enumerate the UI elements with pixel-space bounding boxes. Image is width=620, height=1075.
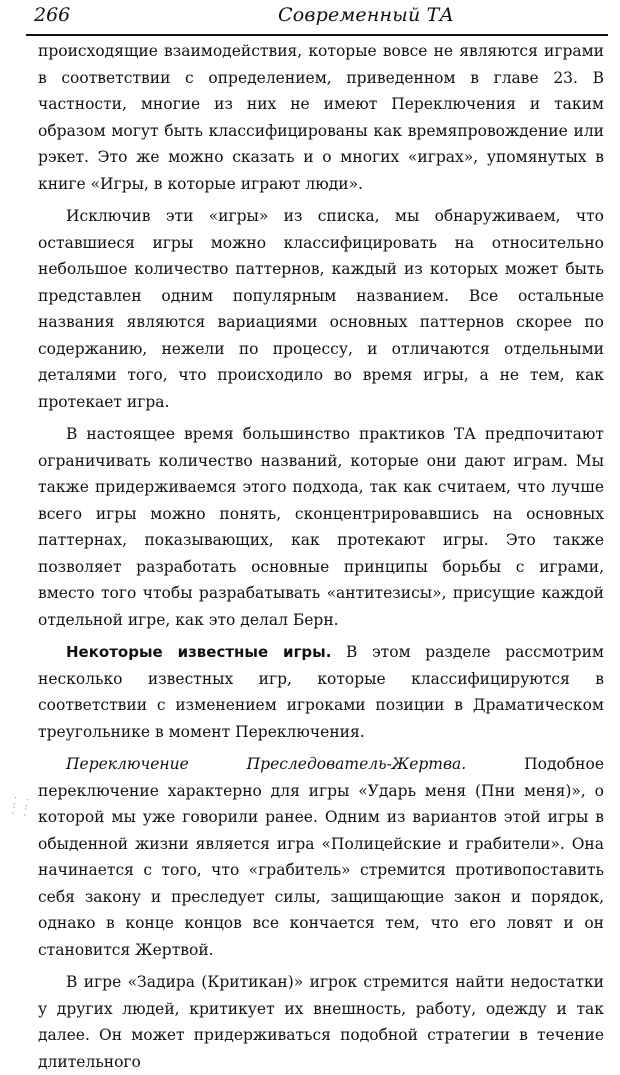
paragraph-text: Подобное переключение характерно для игры «Ударь меня (Пни меня)», о которой мы уже говорили ранее. Одним из вариантов этой игры в обыденной жизни является игра «Полицейские и грабители». Она начинается с того, что «грабитель» стремится противопоставить себя закону и преследует силы, защищающие закон и порядок, однако в конце концов все кончается тем, что его ловят и он становится Жертвой.	[38, 755, 604, 959]
paragraph-5	[38, 751, 604, 963]
paragraph-text: В этом разделе рассмотрим несколько известных игр, которые классифицируются в соответствии с изменением игроками позиции в Драматическом треугольнике в момент Переключения.	[38, 643, 604, 741]
margin-scribble-mark: · ·· ·	[8, 795, 23, 816]
paragraph-3	[38, 421, 604, 633]
paragraph-2	[38, 203, 604, 415]
paragraph-4	[38, 639, 604, 745]
subsection-italic-lead: Переключение Преследователь-Жертва.	[66, 755, 467, 773]
running-title: Современный ТА	[278, 4, 455, 26]
paragraph-text: происходящие взаимодействия, которые вовсе не являются играми в соответствии с определением, приведенном в главе 23. В частности, многие из них не имеют Переключения и таким образом могут быть классифицированы как времяпровождение или рэкет. Это же можно сказать и о многих «играх», упомянутых в книге «Игры, в которые играют люди».	[38, 42, 604, 193]
paragraph-6	[38, 969, 604, 1075]
margin-scribble-mark: · ·· ·	[20, 797, 35, 818]
paragraph-text: В настоящее время большинство практиков ТА предпочитают ограничивать количество названий, которые они дают играм. Мы также придерживаемся этого подхода, так как считаем, что лучше всего игры можно понять, сконцентрировавшись на основных паттернах, показывающих, как протекают игры. Это также позволяет разработать основные принципы борьбы с играми, вместо того чтобы разрабатывать «антитезисы», присущие каждой отдельной игре, как это делал Берн.	[38, 425, 604, 629]
paragraph-text: Исключив эти «игры» из списка, мы обнаруживаем, что оставшиеся игры можно классифицировать на относительно небольшое количество паттернов, каждый из которых может быть представлен одним популярным названием. Все остальные названия являются вариациями основных паттернов скорее по содержанию, нежели по процессу, и отличаются отдельными деталями того, что происходило во время игры, а не тем, как протекает игра.	[38, 207, 604, 411]
margin-scribble	[2, 704, 35, 824]
page-number: 266	[34, 4, 71, 26]
section-run-in-heading: Некоторые известные игры.	[66, 643, 332, 661]
page-body	[38, 38, 604, 1075]
paragraph-1	[38, 38, 604, 197]
paragraph-text: В игре «Задира (Критикан)» игрок стремится найти недостатки у других людей, критикует их внешность, работу, одежду и так далее. Он может придерживаться подобной стратегии в течение длительного	[38, 973, 604, 1071]
page-header	[26, 0, 608, 36]
